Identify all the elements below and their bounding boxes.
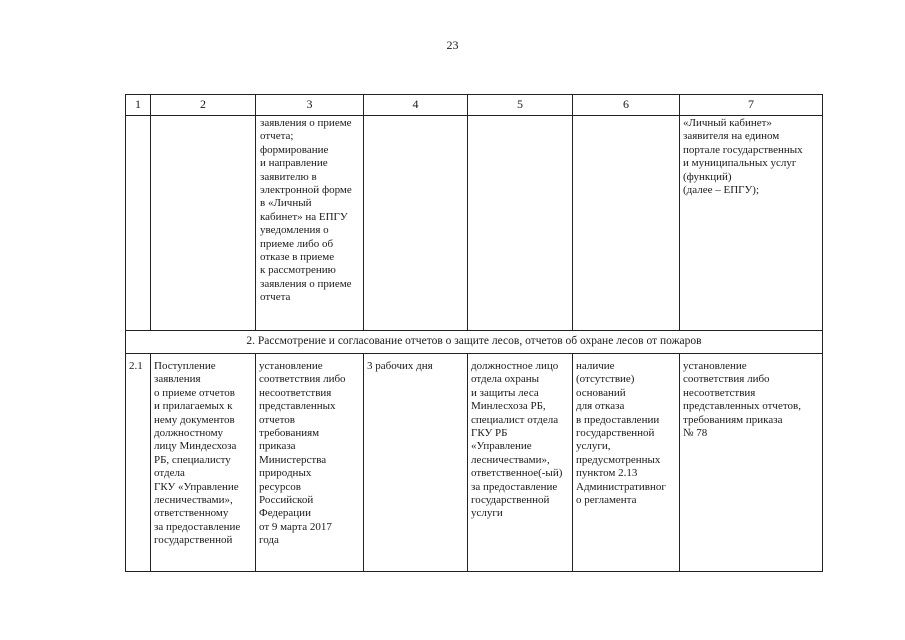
header-cell: 5: [468, 95, 573, 116]
table-cell: [573, 354, 680, 572]
section-title-row: [126, 331, 823, 354]
header-cell: 1: [126, 95, 151, 116]
header-cell: 4: [364, 95, 468, 116]
table-cell: [364, 116, 468, 331]
table-cell: [151, 354, 256, 572]
page-number: 23: [446, 38, 459, 52]
table-cell: [151, 116, 256, 331]
table-cell: [256, 116, 364, 331]
header-cell: 2: [151, 95, 256, 116]
section-title: 2. Рассмотрение и согласование отчетов о защите лесов, отчетов об охране лесов от пожаров: [126, 331, 823, 354]
procedure-table: [125, 94, 823, 572]
cell-text: 3 рабочих дня: [367, 360, 433, 372]
table-cell: [364, 354, 468, 572]
table-cell: [680, 354, 823, 572]
cell-text: Поступление заявления о приеме отчетов и прилагаемых к нему документов должностному лицу Миндесхоза РБ, специалисту отдела ГКУ «Управление лесничествами», ответственному за предоставление государственной: [154, 360, 241, 547]
header-cell: 3: [256, 95, 364, 116]
table-cell: [468, 354, 573, 572]
table-cell: [573, 116, 680, 331]
table-row: [126, 116, 823, 331]
table-cell: [256, 354, 364, 572]
cell-text: установление соответствия либо несоответствия представленных отчетов требованиям приказа Министерства природных ресурсов Российской Федерации от 9 марта 2017 года: [259, 360, 346, 547]
table-row: [126, 354, 823, 572]
header-cell: 7: [680, 95, 823, 116]
table-cell: [468, 116, 573, 331]
cell-text: установление соответствия либо несоответствия представленных отчетов, требованиям приказа № 78: [683, 360, 801, 440]
table-cell: [680, 116, 823, 331]
cell-text: «Личный кабинет» заявителя на едином портале государственных и муниципальных услуг (функций) (далее – ЕПГУ);: [683, 117, 803, 197]
cell-text: наличие (отсутствие) оснований для отказа в предоставлении государственной услуги, предусмотренных пунктом 2.13 Административног о регламента: [576, 360, 666, 507]
cell-text: заявления о приеме отчета; формирование и направление заявителю в электронной форме в «Личный кабинет» на ЕПГУ уведомления о приеме либо об отказе в приеме к рассмотрению заявления о приеме отчета: [260, 117, 352, 304]
cell-text: должностное лицо отдела охраны и защиты леса Минлесхоза РБ, специалист отдела ГКУ РБ «Управление лесничествами», ответственное(-ый) за предоставление государственной услуги: [471, 360, 563, 520]
table-header-row: [126, 95, 823, 116]
row-number: 2.1: [126, 354, 151, 572]
header-cell: 6: [573, 95, 680, 116]
table-cell: [126, 116, 151, 331]
